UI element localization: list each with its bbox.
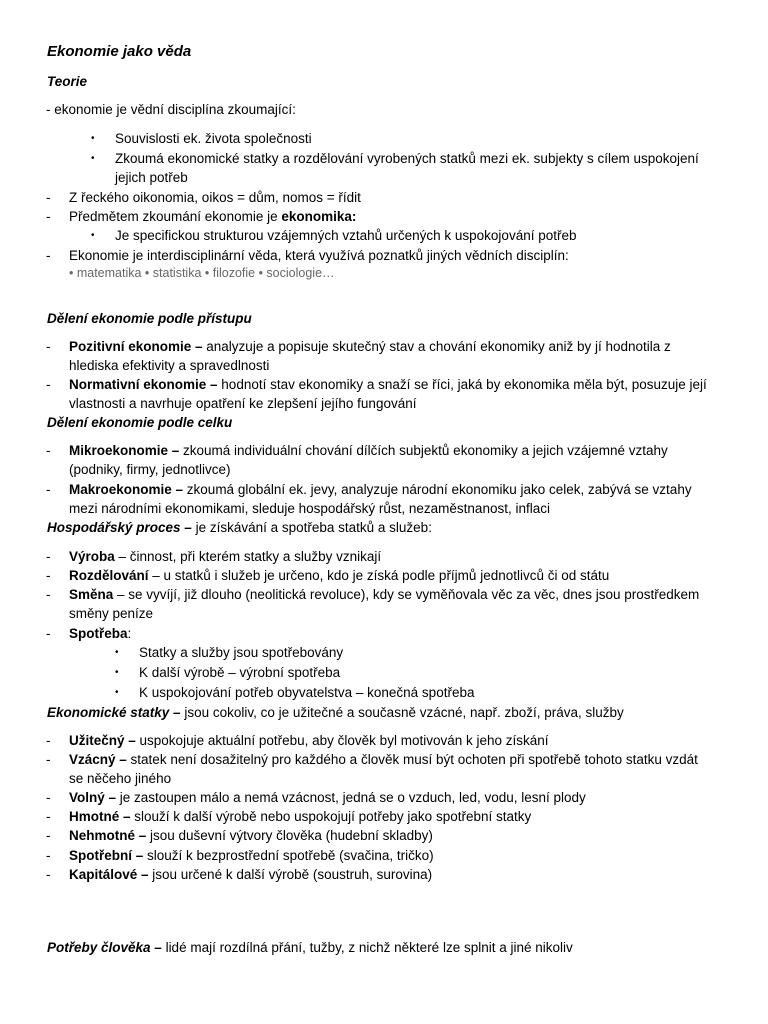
list-item: Zkoumá ekonomické statky a rozdělování vyrobených statků mezi ek. subjekty s cílem uspokojení xyxy=(115,151,699,166)
list-item xyxy=(69,826,433,845)
term: Vzácný – xyxy=(69,752,127,767)
disciplines-line: • matematika • statistika • filozofie • sociologie… xyxy=(69,266,335,280)
term: Hmotné – xyxy=(69,809,131,824)
list-item-text: jsou určené k další výrobě (soustruh, surovina) xyxy=(148,867,433,882)
list-item xyxy=(69,624,131,643)
bullet-marker: • xyxy=(115,667,119,678)
list-item xyxy=(69,480,692,499)
section-heading-potreby xyxy=(47,938,573,957)
list-item-continuation: směny peníze xyxy=(69,606,154,621)
term: Kapitálové – xyxy=(69,867,149,882)
list-item-continuation: jejich potřeb xyxy=(115,170,188,185)
dash-marker: - xyxy=(46,809,51,824)
term: Normativní ekonomie – xyxy=(69,377,218,392)
term: Volný – xyxy=(69,790,117,805)
list-item xyxy=(69,807,531,826)
heading-term: Ekonomické statky – xyxy=(47,705,181,720)
term: Spotřební – xyxy=(69,848,144,863)
list-item-text: statek není dosažitelný pro každého a člověk musí být ochoten při spotřebě tohoto statku vzdát xyxy=(126,752,698,767)
heading-text: jsou cokoliv, co je užitečné a současně vzácné, např. zboží, práva, služby xyxy=(180,705,624,720)
term: Nehmotné – xyxy=(69,828,147,843)
list-item xyxy=(69,207,356,226)
dash-marker: - xyxy=(46,626,51,641)
list-item-text: Předmětem zkoumání ekonomie je xyxy=(69,209,282,224)
list-item-text: je zastoupen málo a nemá vzácnost, jedná se o vzduch, led, vodu, lesní plody xyxy=(116,790,586,805)
dash-marker: - xyxy=(46,867,51,882)
dash-marker: - xyxy=(46,587,51,602)
list-item: Je specifickou strukturou vzájemných vztahů určených k uspokojování potřeb xyxy=(115,228,577,243)
bullet-marker: • xyxy=(115,687,119,698)
list-item: Souvislosti ek. života společnosti xyxy=(115,131,312,146)
list-item-continuation: vlastnosti a navrhuje opatření ke zlepšení jejího fungování xyxy=(69,396,417,411)
dash-marker: - xyxy=(46,209,51,224)
list-item-continuation: hlediska efektivity a spravedlnosti xyxy=(69,358,270,373)
bullet-marker: • xyxy=(91,153,95,164)
term: Užitečný – xyxy=(69,733,136,748)
intro-line: - ekonomie je vědní disciplína zkoumající: xyxy=(46,102,296,117)
list-item xyxy=(69,788,586,807)
section-heading-statky xyxy=(47,703,624,722)
list-item-text: – u statků i služeb je určeno, kdo je získá podle příjmů jednotlivců či od státu xyxy=(148,568,610,583)
list-item xyxy=(69,441,668,460)
list-item xyxy=(69,731,549,750)
section-heading-celek: Dělení ekonomie podle celku xyxy=(47,415,233,430)
list-item: Z řeckého oikonomia, oikos = dům, nomos = řídit xyxy=(69,190,361,205)
list-item-text: zkoumá globální ek. jevy, analyzuje národní ekonomiku jako celek, zabývá se vztahy xyxy=(183,482,692,497)
list-item-text: analyzuje a popisuje skutečný stav a chování ekonomiky aniž by jí hodnotila z xyxy=(202,339,671,354)
sub-list-item: K uspokojování potřeb obyvatelstva – konečná spotřeba xyxy=(139,685,475,700)
list-item xyxy=(69,337,671,356)
term: Pozitivní ekonomie – xyxy=(69,339,203,354)
sub-list-item: K další výrobě – výrobní spotřeba xyxy=(139,665,341,680)
dash-marker: - xyxy=(46,848,51,863)
term: Směna xyxy=(69,587,114,602)
list-item-continuation: se něčeho jiného xyxy=(69,771,172,786)
term: Makroekonomie – xyxy=(69,482,184,497)
list-item xyxy=(69,547,381,566)
dash-marker: - xyxy=(46,790,51,805)
term: Rozdělování xyxy=(69,568,149,583)
document-title: Ekonomie jako věda xyxy=(47,43,192,60)
dash-marker: - xyxy=(46,733,51,748)
sub-list-item: Statky a služby jsou spotřebovány xyxy=(139,645,344,660)
list-item xyxy=(69,375,707,394)
list-item xyxy=(69,585,699,604)
bullet-marker: • xyxy=(91,133,95,144)
dash-marker: - xyxy=(46,568,51,583)
bullet-marker: • xyxy=(115,647,119,658)
dash-marker: - xyxy=(46,752,51,767)
list-item xyxy=(69,750,698,769)
heading-text: je získávání a spotřeba statků a služeb: xyxy=(191,520,432,535)
section-heading-pristup: Dělení ekonomie podle přístupu xyxy=(47,311,252,326)
list-item-text: jsou duševní výtvory člověka (hudební skladby) xyxy=(146,828,433,843)
list-item xyxy=(69,846,434,865)
list-item-continuation: mezi národními ekonomikami, sleduje hospodářský růst, nezaměstnanost, inflaci xyxy=(69,501,550,516)
list-item-text: zkoumá individuální chování dílčích subjektů ekonomiky a jejich vzájemné vztahy xyxy=(179,443,668,458)
heading-term: Potřeby člověka – xyxy=(47,940,162,955)
list-item-text: – činnost, při kterém statky a služby vznikají xyxy=(114,549,382,564)
list-item-text: : xyxy=(127,626,132,641)
dash-marker: - xyxy=(46,549,51,564)
list-item: Ekonomie je interdisciplinární věda, která využívá poznatků jiných vědních disciplín: xyxy=(69,248,569,263)
list-item xyxy=(69,566,609,585)
term: Mikroekonomie – xyxy=(69,443,180,458)
list-item xyxy=(69,865,432,884)
term-ekonomika: ekonomika: xyxy=(281,209,357,224)
dash-marker: - xyxy=(46,248,51,263)
list-item-text: slouží k další výrobě nebo uspokojují potřeby jako spotřební statky xyxy=(130,809,532,824)
section-heading-proces xyxy=(47,518,432,537)
dash-marker: - xyxy=(46,339,51,354)
section-heading-teorie: Teorie xyxy=(47,74,88,89)
list-item-text: – se vyvíjí, již dlouho (neolitická revoluce), kdy se vyměňovala věc za věc, dnes jsou prostředkem xyxy=(113,587,700,602)
heading-term: Hospodářský proces – xyxy=(47,520,192,535)
list-item-continuation: (podniky, firmy, jednotlivce) xyxy=(69,462,231,477)
term: Spotřeba xyxy=(69,626,128,641)
dash-marker: - xyxy=(46,828,51,843)
bullet-marker: • xyxy=(91,230,95,241)
term: Výroba xyxy=(69,549,115,564)
dash-marker: - xyxy=(46,377,51,392)
list-item-text: slouží k bezprostřední spotřebě (svačina, tričko) xyxy=(143,848,434,863)
dash-marker: - xyxy=(46,482,51,497)
dash-marker: - xyxy=(46,190,51,205)
heading-text: lidé mají rozdílná přání, tužby, z nichž některé lze splnit a jiné nikoliv xyxy=(161,940,573,955)
list-item-text: uspokojuje aktuální potřebu, aby člověk byl motivován k jeho získání xyxy=(135,733,549,748)
dash-marker: - xyxy=(46,443,51,458)
list-item-text: hodnotí stav ekonomiky a snaží se říci, jaká by ekonomika měla být, posuzuje její xyxy=(217,377,707,392)
